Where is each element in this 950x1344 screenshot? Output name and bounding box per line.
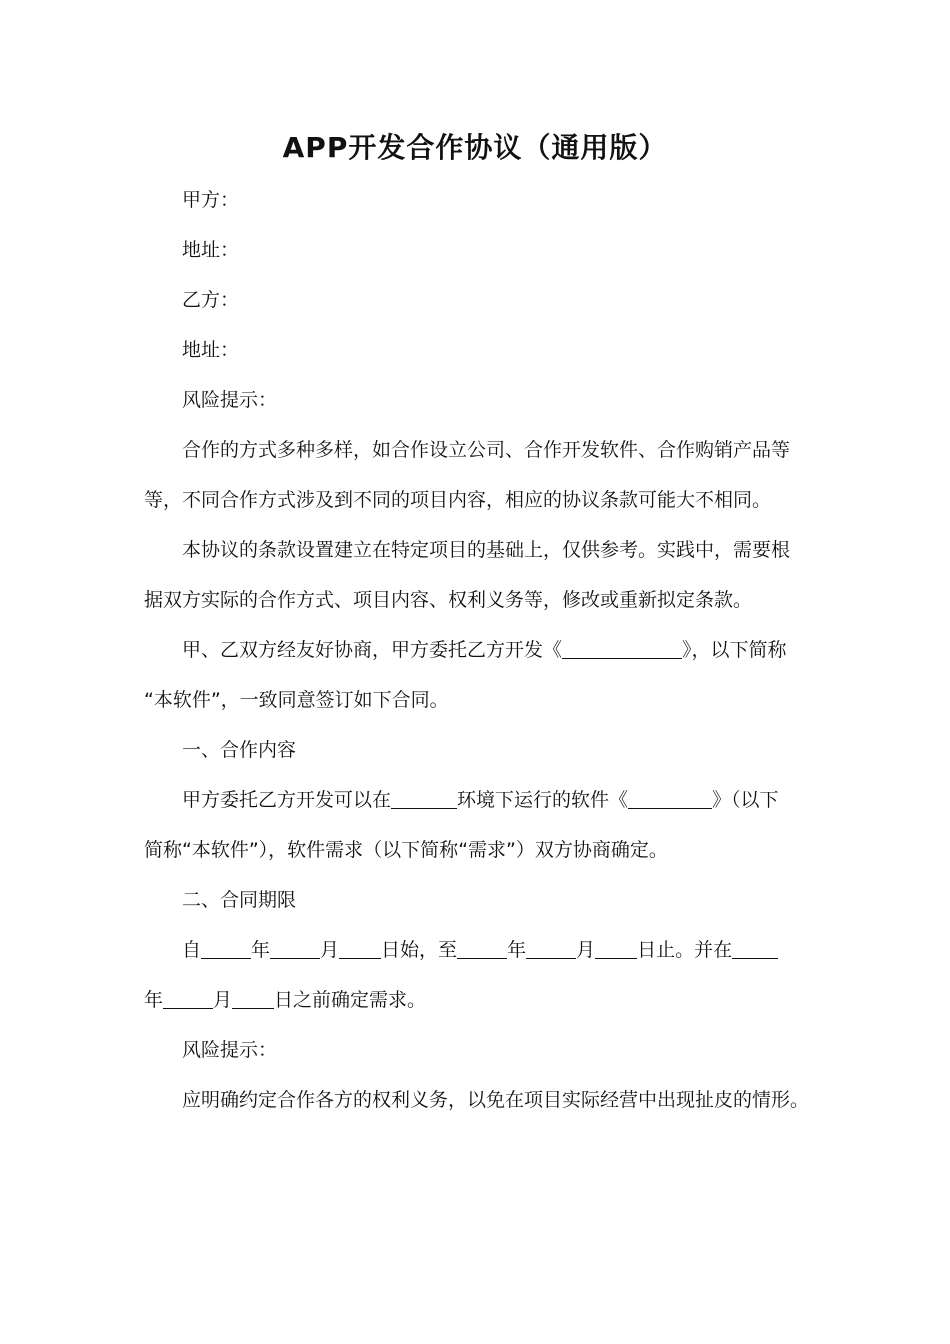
risk-tip-paragraph-line: 合作的方式多种多样，如合作设立公司、合作开发软件、合作购销产品等 [182, 439, 791, 461]
intro-text: 甲、乙双方经友好协商，甲方委托乙方开发《 [182, 639, 563, 661]
intro-paragraph-line [182, 636, 787, 664]
section2-text: 日止。并在 [637, 939, 733, 961]
environment-blank [391, 789, 457, 809]
party-b-address-label: 地址： [182, 339, 240, 361]
section2-text: 月 [576, 939, 596, 961]
software-name-blank [628, 789, 712, 809]
section1-paragraph-line [182, 786, 779, 814]
section2-text: 日始，至 [381, 939, 458, 961]
software-name-blank [562, 639, 682, 659]
date-blank [732, 939, 778, 959]
section1-text: 甲方委托乙方开发可以在 [182, 789, 392, 811]
section2-text: 月 [213, 989, 233, 1011]
section2-text: 日之前确定需求。 [274, 989, 427, 1011]
risk-tip-label: 风险提示： [182, 389, 278, 411]
date-blank [232, 989, 274, 1009]
risk-tip-paragraph-line: 等，不同合作方式涉及到不同的项目内容，相应的协议条款可能大不相同。 [144, 489, 772, 511]
section-heading: 一、合作内容 [182, 739, 297, 761]
section2-text: 月 [320, 939, 340, 961]
section2-paragraph-line [182, 936, 778, 964]
date-blank [339, 939, 381, 959]
section1-text: 》（以下 [712, 789, 779, 811]
date-blank [526, 939, 576, 959]
section2-paragraph-line [144, 986, 426, 1014]
risk-tip-paragraph-line: 应明确约定合作各方的权利义务，以免在项目实际经营中出现扯皮的情形。 [182, 1089, 810, 1111]
intro-paragraph-line: “本软件”，一致同意签订如下合同。 [144, 689, 449, 711]
party-a-label: 甲方： [182, 189, 240, 211]
date-blank [201, 939, 251, 959]
risk-tip-label: 风险提示： [182, 1039, 278, 1061]
party-b-label: 乙方： [182, 289, 240, 311]
section1-text: 环境下运行的软件《 [457, 789, 629, 811]
section2-text: 年 [507, 939, 527, 961]
date-blank [595, 939, 637, 959]
section2-text: 年 [144, 989, 164, 1011]
section1-paragraph-line: 简称“本软件”），软件需求（以下简称“需求”）双方协商确定。 [144, 839, 668, 861]
date-blank [457, 939, 507, 959]
document-title: APP开发合作协议（通用版） [282, 131, 668, 164]
date-blank [270, 939, 320, 959]
intro-text: 》，以下简称 [682, 639, 787, 661]
party-a-address-label: 地址： [182, 239, 240, 261]
section2-text: 自 [182, 939, 202, 961]
risk-tip-paragraph-line: 据双方实际的合作方式、项目内容、权利义务等，修改或重新拟定条款。 [144, 589, 753, 611]
date-blank [163, 989, 213, 1009]
section2-text: 年 [251, 939, 271, 961]
risk-tip-paragraph-line: 本协议的条款设置建立在特定项目的基础上，仅供参考。实践中，需要根 [182, 539, 791, 561]
section-heading: 二、合同期限 [182, 889, 297, 911]
